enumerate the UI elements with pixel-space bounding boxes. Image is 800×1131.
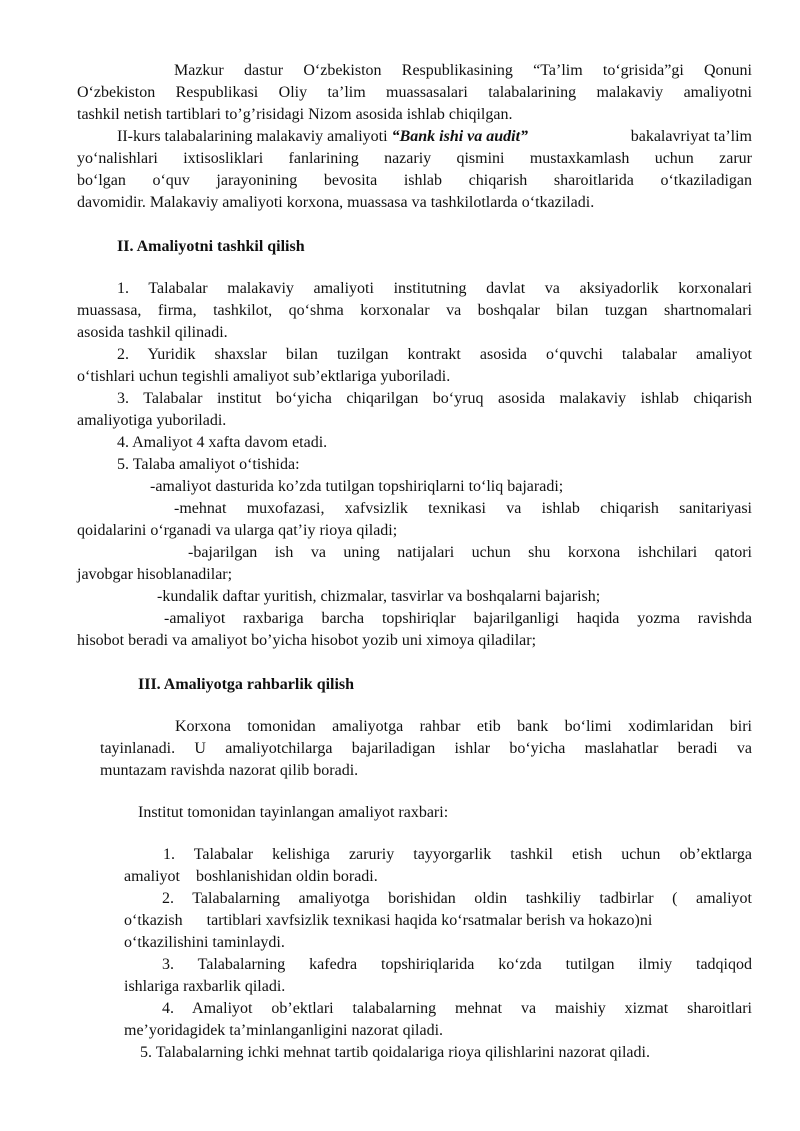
paragraph-line: asosida tashkil qilinadi. [77, 324, 228, 341]
paragraph-line: 4. Amaliyot 4 xafta davom etadi. [117, 434, 328, 451]
intro-line: Mazkur dastur O‘zbekiston Respublikasining “Ta’lim to‘grisida”gi Qonuni [174, 62, 752, 79]
intro-line: yo‘nalishlari ixtisosliklari fanlarining nazariy qismini mustaxkamlash uchun zarur [77, 150, 752, 167]
intro-text: II-kurs talabalarining malakaviy amaliyoti [117, 128, 388, 145]
intro-line: O‘zbekiston Respublikasi Oliy ta’lim muassasalari talabalarining malakaviy amaliyotni [77, 84, 752, 101]
duty-item: -kundalik daftar yuritish, chizmalar, tasvirlar va boshqalarni bajarish; [157, 588, 601, 605]
duty-item: -mehnat muxofazasi, xafvsizlik texnikasi va ishlab chiqarish sanitariyasi [174, 500, 752, 517]
intro-line: bo‘lgan o‘quv jarayonining bevosita ishlab chiqarish sharoitlarida o‘tkaziladigan [77, 172, 752, 189]
paragraph-line: amaliyotiga yuboriladi. [77, 412, 227, 429]
paragraph-line: o‘tishlari uchun tegishli amaliyot sub’ektlariga yuboriladi. [77, 368, 451, 385]
intro-text: bakalavriyat ta’lim [630, 128, 752, 145]
section-heading: II. Amaliyotni tashkil qilish [117, 238, 305, 255]
duty-item: qoidalarini o‘rganadi va ularga qat’iy rioya qiladi; [77, 522, 398, 539]
paragraph-line: 5. Talaba amaliyot o‘tishida: [117, 456, 300, 473]
section-heading: III. Amaliyotga rahbarlik qilish [138, 676, 355, 693]
duty-item: -amaliyot raxbariga barcha topshiriqlar bajarilganligi haqida yozma ravishda [164, 610, 752, 627]
paragraph-line: 1. Talabalar malakaviy amaliyoti institutning davlat va aksiyadorlik korxonalari [117, 280, 752, 297]
paragraph-line: Institut tomonidan tayinlangan amaliyot raxbari: [138, 804, 449, 821]
paragraph-line: muntazam ravishda nazorat qilib boradi. [100, 762, 359, 779]
task-item: 3. Talabalarning kafedra topshiriqlarida ko‘zda tutilgan ilmiy tadqiqod [162, 956, 752, 973]
task-item: 2. Talabalarning amaliyotga borishidan oldin tashkiliy tadbirlar ( amaliyot [162, 890, 752, 907]
duty-item: javobgar hisoblanadilar; [77, 566, 233, 583]
task-item: 5. Talabalarning ichki mehnat tartib qoidalariga rioya qilishlarini nazorat qiladi. [140, 1044, 650, 1061]
paragraph-line: muassasa, firma, tashkilot, qo‘shma korxonalar va boshqalar bilan tuzgan shartnomalari [77, 302, 752, 319]
paragraph-line: tayinlanadi. U amaliyotchilarga bajariladigan ishlar bo‘yicha maslahatlar beradi va [100, 740, 752, 757]
paragraph-line: 3. Talabalar institut bo‘yicha chiqarilgan bo‘yruq asosida malakaviy ishlab chiqarish [117, 390, 752, 407]
task-item: 4. Amaliyot ob’ektlari talabalarning mehnat va maishiy xizmat sharoitlari [162, 1000, 752, 1017]
intro-line-program [117, 126, 752, 148]
task-item: me’yoridagidek ta’minlanganligini nazorat qiladi. [124, 1022, 444, 1039]
duty-item: hisobot beradi va amaliyot bo’yicha hisobot yozib uni ximoya qiladilar; [77, 632, 537, 649]
paragraph-line: 2. Yuridik shaxslar bilan tuzilgan kontrakt asosida o‘quvchi talabalar amaliyot [117, 346, 752, 363]
intro-line: tashkil netish tartiblari to’g’risidagi Nizom asosida ishlab chiqilgan. [77, 106, 513, 123]
task-item: o‘tkazish tartiblari xavfsizlik texnikasi haqida ko‘rsatmalar berish va hokazo)ni [124, 912, 653, 929]
paragraph-line: Korxona tomonidan amaliyotga rahbar etib bank bo‘limi xodimlaridan biri [175, 718, 752, 735]
duty-item: -amaliyot dasturida ko’zda tutilgan topshiriqlarni to‘liq bajaradi; [150, 478, 564, 495]
program-name: “Bank ishi va audit” [391, 128, 529, 145]
task-item: ishlariga raxbarlik qiladi. [124, 978, 286, 995]
duty-item: -bajarilgan ish va uning natijalari uchun shu korxona ishchilari qatori [188, 544, 752, 561]
intro-line: davomidir. Malakaviy amaliyoti korxona, muassasa va tashkilotlarda o‘tkaziladi. [77, 194, 595, 211]
task-item: o‘tkazilishini taminlaydi. [124, 934, 285, 951]
task-item: amaliyot boshlanishidan oldin boradi. [124, 868, 378, 885]
task-item: 1. Talabalar kelishiga zaruriy tayyorgarlik tashkil etish uchun ob’ektlarga [163, 846, 752, 863]
